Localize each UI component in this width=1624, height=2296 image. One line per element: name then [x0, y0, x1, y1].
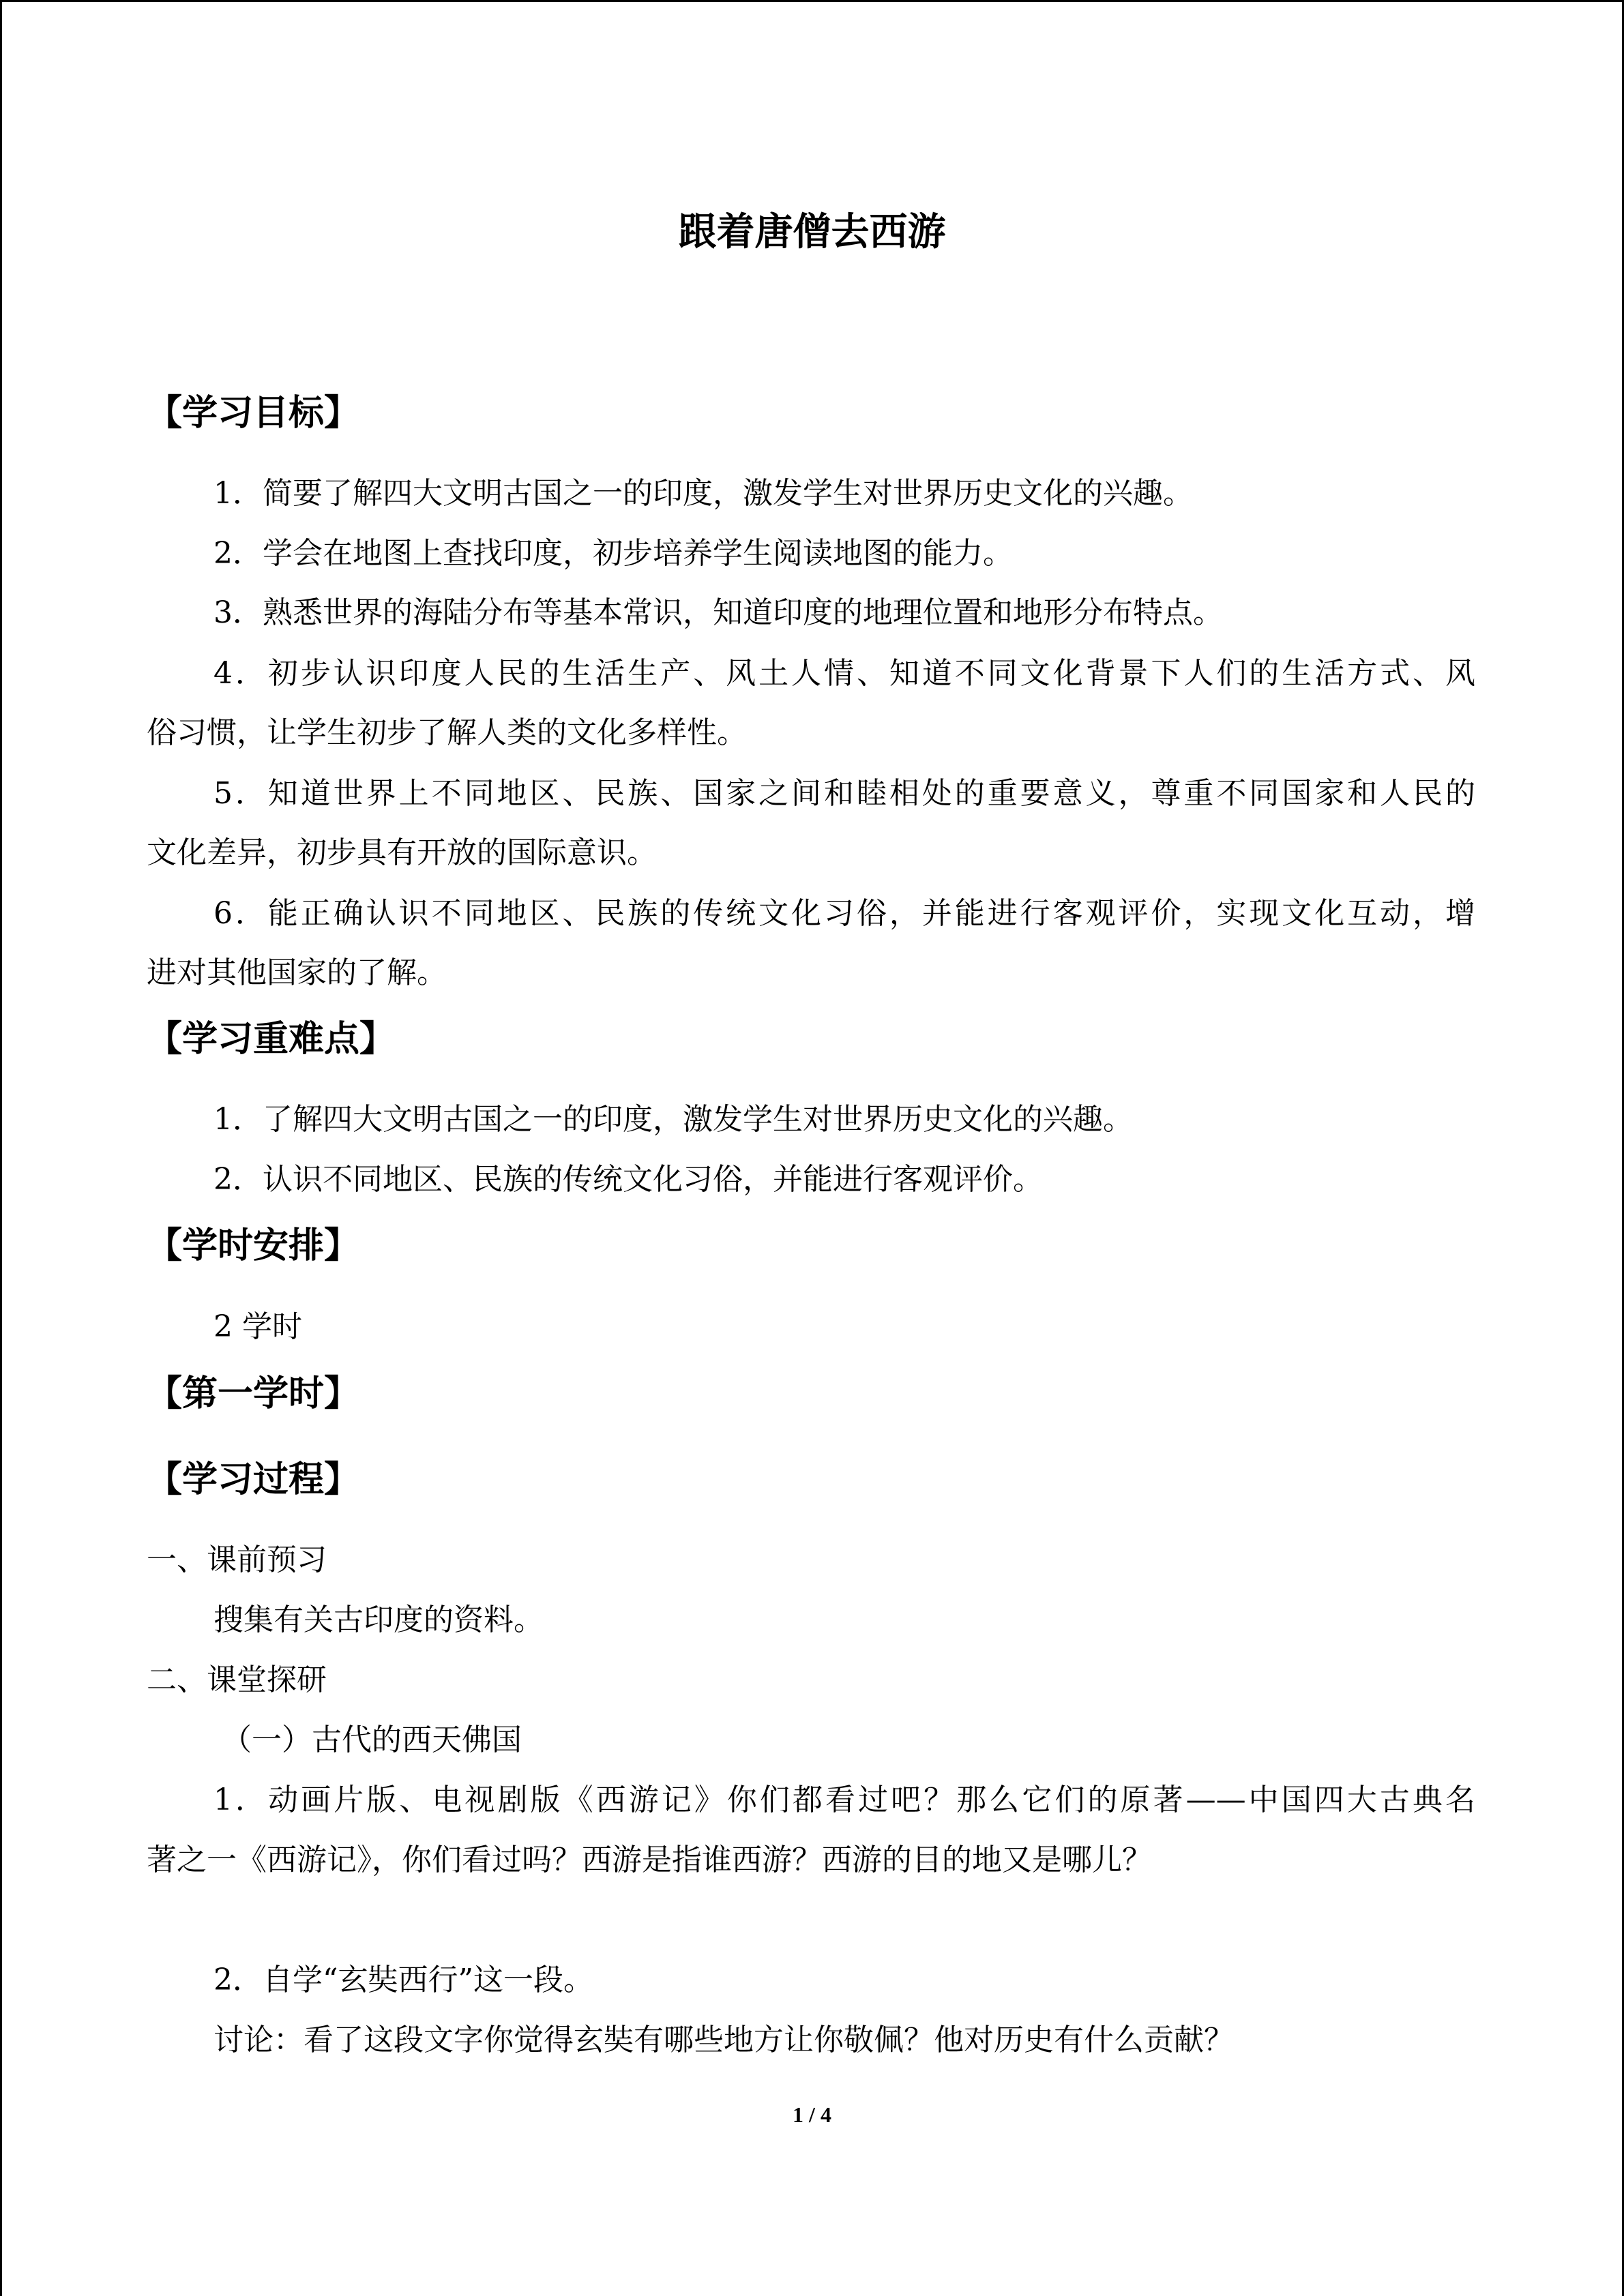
objective-item-continued: 文化差异，初步具有开放的国际意识。 [147, 835, 657, 870]
page-border-top [0, 0, 1624, 2]
keypoint-item: 2．认识不同地区、民族的传统文化习俗，并能进行客观评价。 [213, 1162, 1043, 1197]
lesson-heading: 【第一学时】 [147, 1373, 360, 1414]
objective-item: 6．能正确认识不同地区、民族的传统文化习俗，并能进行客观评价，实现文化互动，增 [213, 896, 1475, 931]
part2-subtitle: （一）古代的西天佛国 [222, 1723, 522, 1757]
part1-title: 一、课前预习 [147, 1542, 327, 1577]
objectives-heading: 【学习目标】 [147, 393, 360, 434]
process-heading: 【学习过程】 [147, 1459, 360, 1500]
question-1-continued: 著之一《西游记》，你们看过吗？西游是指谁西游？西游的目的地又是哪儿？ [147, 1843, 1152, 1877]
objective-item-continued: 进对其他国家的了解。 [147, 955, 447, 990]
objective-item: 3．熟悉世界的海陆分布等基本常识，知道印度的地理位置和地形分布特点。 [213, 595, 1223, 630]
part1-text: 搜集有关古印度的资料。 [213, 1602, 544, 1637]
keypoints-heading: 【学习重难点】 [147, 1019, 396, 1060]
document-title: 跟着唐僧去西游 [678, 209, 946, 254]
objective-item: 2．学会在地图上查找印度，初步培养学生阅读地图的能力。 [213, 536, 1013, 571]
part2-title: 二、课堂探研 [147, 1663, 327, 1697]
objective-item: 4．初步认识印度人民的生活生产、风土人情、知道不同文化背景下人们的生活方式、风 [213, 656, 1475, 691]
question-1: 1．动画片版、电视剧版《西游记》你们都看过吧？那么它们的原著——中国四大古典名 [213, 1783, 1475, 1817]
schedule-heading: 【学时安排】 [147, 1225, 360, 1266]
keypoint-item: 1．了解四大文明古国之一的印度，激发学生对世界历史文化的兴趣。 [213, 1102, 1133, 1137]
discussion-prompt: 讨论：看了这段文字你觉得玄奘有哪些地方让你敬佩？他对历史有什么贡献？ [213, 2023, 1234, 2057]
objective-item: 1．简要了解四大文明古国之一的印度，激发学生对世界历史文化的兴趣。 [213, 476, 1193, 511]
objective-item: 5．知道世界上不同地区、民族、国家之间和睦相处的重要意义，尊重不同国家和人民的 [213, 776, 1475, 811]
page-border-left [0, 0, 2, 2296]
question-2: 2．自学“玄奘西行”这一段。 [213, 1963, 593, 1997]
objective-item-continued: 俗习惯，让学生初步了解人类的文化多样性。 [147, 715, 747, 750]
page-number: 1 / 4 [793, 2102, 831, 2127]
schedule-text: 2 学时 [213, 1309, 302, 1344]
